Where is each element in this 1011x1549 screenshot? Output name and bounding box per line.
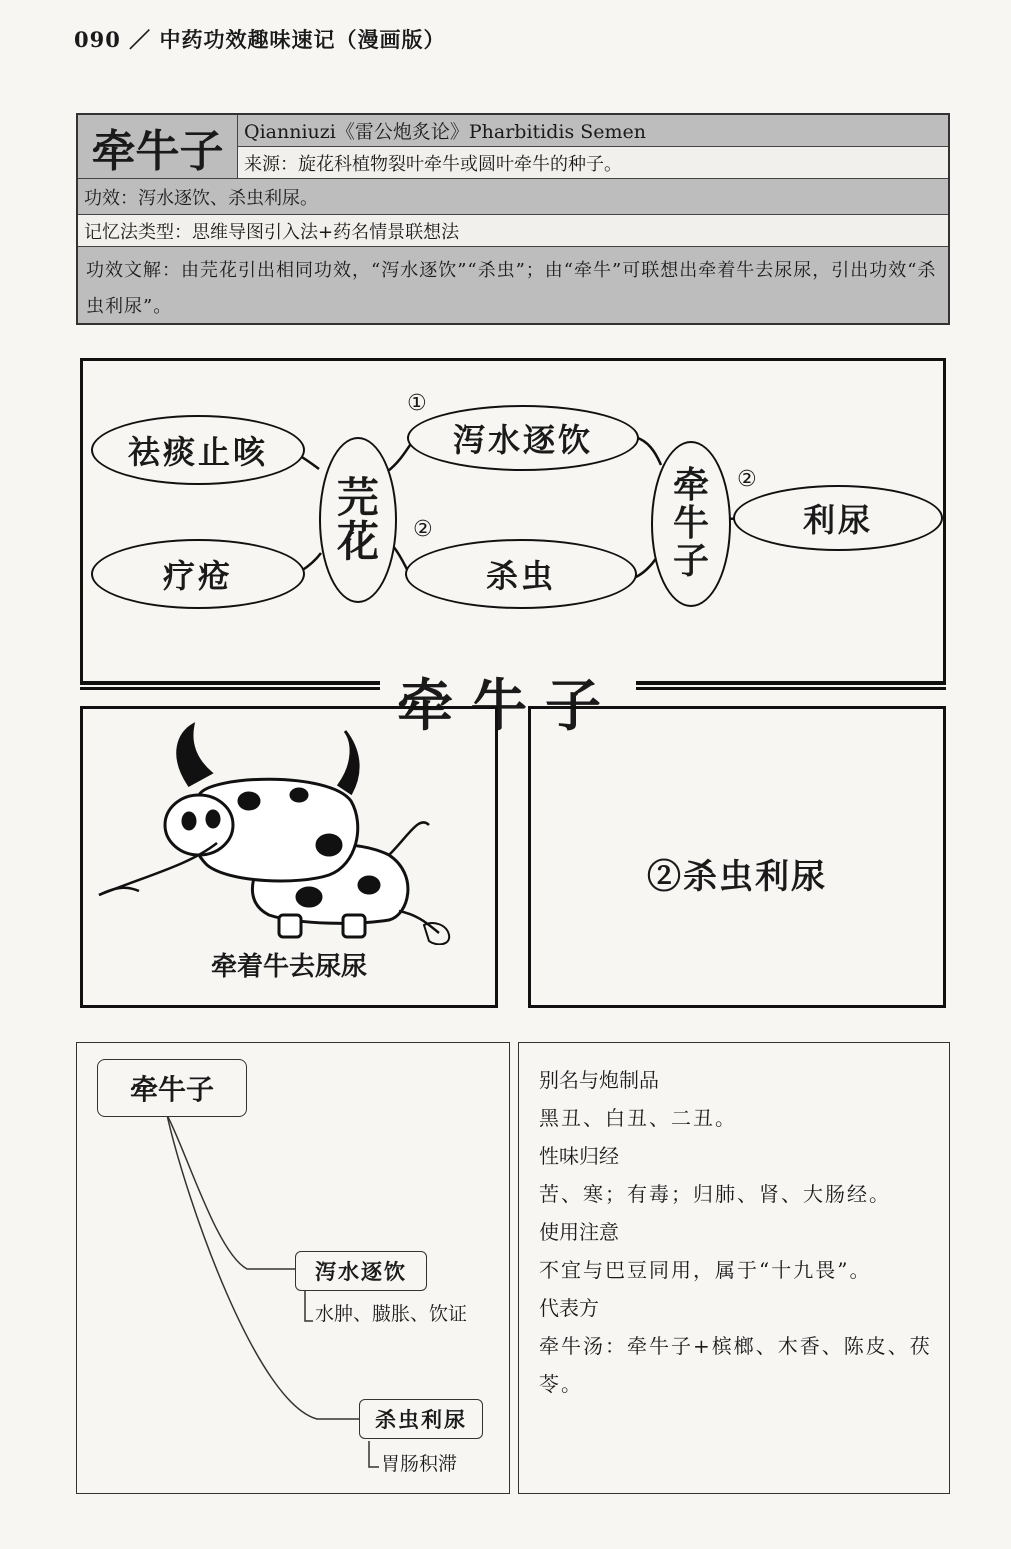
memory-method-row: 记忆法类型：思维导图引入法+药名情景联想法	[78, 215, 948, 247]
panel-left-caption: 牵着牛去尿尿	[210, 952, 367, 982]
nature-heading: 性味归经	[539, 1144, 619, 1168]
tree-leaf-1: 水肿、臌胀、饮证	[315, 1303, 468, 1325]
oval-mid-bottom: 杀虫	[405, 539, 637, 609]
efficacy-tree	[76, 1042, 510, 1494]
tree-leaf-line	[369, 1441, 379, 1467]
number-mark-2: ②	[737, 467, 757, 492]
running-head: 090 ／ 中药功效趣味速记（漫画版）	[74, 27, 446, 52]
tree-branch-2: 杀虫利尿	[359, 1399, 483, 1439]
tree-branch-line	[167, 1115, 297, 1269]
source-row: 来源：旋花科植物裂叶牵牛或圆叶牵牛的种子。	[238, 147, 948, 179]
oval-center-left: 芫 花	[319, 437, 397, 603]
caution-text: 不宜与巴豆同用，属于“十九畏”。	[539, 1258, 872, 1282]
connector-line	[635, 437, 661, 465]
formula-text: 牵牛汤：牵牛子+槟榔、木香、陈皮、茯苓。	[539, 1334, 932, 1396]
tree-branch-1: 泻水逐饮	[295, 1251, 427, 1291]
oval-left-top: 祛痰止咳	[91, 415, 305, 485]
alias-text: 黑丑、白丑、二丑。	[539, 1106, 737, 1130]
cow-icon	[89, 715, 489, 945]
section-title: 牵牛子	[380, 662, 636, 742]
nature-text: 苦、寒；有毒；归肺、肾、大肠经。	[539, 1182, 891, 1206]
title-rule-left	[80, 682, 380, 690]
title-rule-right	[636, 682, 946, 690]
alias-heading: 别名与炮制品	[539, 1068, 659, 1092]
tree-leaf-line	[305, 1291, 313, 1321]
efficacy-row: 功效：泻水逐饮、杀虫利尿。	[78, 179, 948, 215]
oval-left-bottom: 疗疮	[91, 539, 305, 609]
pinyin-latin-name: Qianniuzi《雷公炮炙论》Pharbitidis Semen	[238, 115, 948, 147]
comic-panel-right	[528, 706, 946, 1008]
tree-root: 牵牛子	[97, 1059, 247, 1117]
info-table	[76, 113, 950, 325]
oval-mid-top: 泻水逐饮	[407, 405, 639, 471]
number-mark-2: ②	[413, 517, 433, 542]
tree-leaf-2: 胃肠积滞	[381, 1453, 458, 1475]
details-box	[518, 1042, 950, 1494]
herb-name: 牵牛子	[78, 115, 238, 179]
panel-right-caption: ②杀虫利尿	[647, 857, 827, 897]
comic-panel-left	[80, 706, 498, 1008]
mind-map-diagram	[80, 358, 946, 684]
formula-heading: 代表方	[539, 1296, 599, 1320]
oval-center-right: 牵 牛 子	[651, 441, 731, 607]
explanation-row: 功效文解：由芫花引出相同功效，“泻水逐饮”“杀虫”；由“牵牛”可联想出牵着牛去尿尿，引出功效“杀虫利尿”。	[78, 247, 948, 323]
number-mark-1: ①	[407, 391, 427, 416]
oval-right: 利尿	[733, 485, 943, 551]
caution-heading: 使用注意	[539, 1220, 619, 1244]
